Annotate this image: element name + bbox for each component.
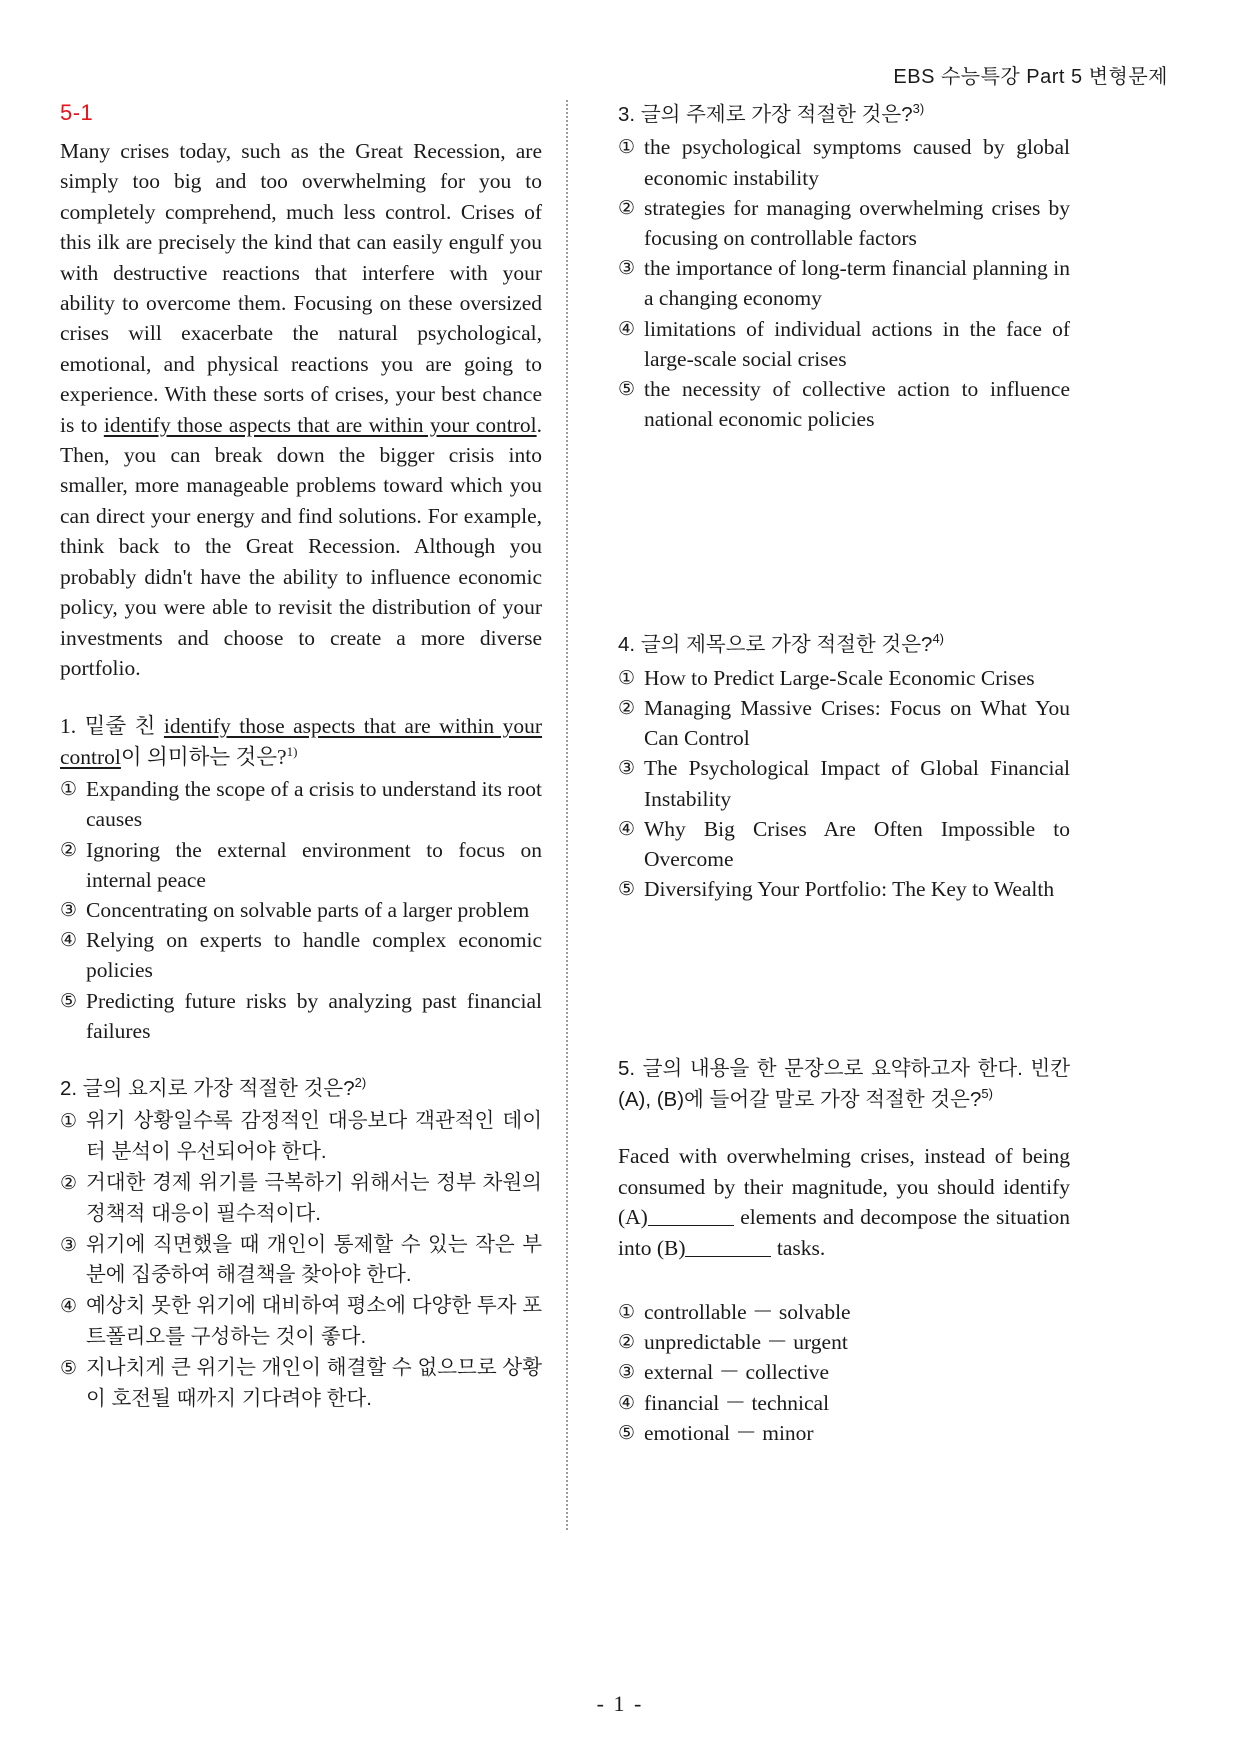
choice-text: external － collective — [644, 1360, 830, 1385]
page-number: - 1 - — [596, 1691, 644, 1716]
two-column-body — [60, 100, 1180, 1620]
page-header — [60, 60, 1180, 94]
question-4-choices — [618, 663, 1070, 905]
question-3-stem — [618, 100, 1070, 130]
reading-passage — [60, 136, 542, 683]
spacer — [618, 1263, 1070, 1297]
question-1-number: 1. — [60, 714, 77, 739]
choice-marker: ⑤ — [618, 1421, 636, 1444]
choice-marker: ④ — [618, 817, 636, 840]
passage-text-before: Many crises today, such as the Great Recession, are simply too big and too overwhelming for you to completely comprehend, much less control. Crises of this ilk are precisely the kind that can easily engulf you with destructive reactions that interfere with your ability to overcome them. Focusing on these oversized crises will exacerbate the natural psychological, emotional, and physical reactions you are going to experience. With these sorts of crises, your best chance is to — [60, 139, 542, 437]
question-3 — [618, 100, 1070, 434]
choice-text: 지나치게 큰 위기는 개인이 해결할 수 없으므로 상황이 호전될 때까지 기다려야 한다. — [86, 1355, 542, 1410]
column-divider — [566, 100, 568, 1530]
choice-marker: ② — [618, 196, 636, 219]
summary-part-3: tasks. — [771, 1235, 826, 1260]
choice-item[interactable] — [618, 1388, 1070, 1418]
question-2-choices — [60, 1106, 542, 1414]
choice-text: 위기 상황일수록 감정적인 대응보다 객관적인 데이터 분석이 우선되어야 한다. — [86, 1109, 542, 1164]
summary-part-1: Faced with overwhelming crises, instead of being consumed by their magnitude, you should identify (A) — [618, 1144, 1070, 1230]
choice-text: the psychological symptoms caused by global economic instability — [644, 135, 1070, 190]
choice-item[interactable] — [60, 1230, 542, 1292]
question-4-stem-text: 글의 제목으로 가장 적절한 것은? — [640, 633, 933, 657]
choice-item[interactable] — [60, 925, 542, 985]
choice-marker: ③ — [618, 1361, 636, 1384]
blank-a — [648, 1207, 734, 1226]
choice-text: emotional － minor — [644, 1420, 814, 1445]
summary-part-2: elements and decompose the situation into (B) — [618, 1205, 1070, 1260]
question-4-stem — [618, 630, 1070, 660]
passage-id-label: 5-1 — [60, 100, 94, 125]
choice-marker: ① — [618, 1300, 636, 1323]
question-5-stem-text: 글의 내용을 한 문장으로 요약하고자 한다. 빈칸 (A), (B)에 들어갈 말로 가장 적절한 것은? — [618, 1057, 1070, 1111]
choice-marker: ① — [60, 1110, 78, 1133]
choice-item[interactable] — [618, 374, 1070, 434]
choice-item[interactable] — [60, 1168, 542, 1230]
question-3-number: 3. — [618, 103, 636, 126]
choice-item[interactable] — [618, 1327, 1070, 1357]
question-2-stem-text: 글의 요지로 가장 적절한 것은? — [82, 1076, 355, 1100]
question-3-stem-text: 글의 주제로 가장 적절한 것은? — [640, 103, 913, 126]
choice-text: limitations of individual actions in the face of large-scale social crises — [644, 316, 1070, 371]
choice-item[interactable] — [618, 753, 1070, 813]
choice-text: 위기에 직면했을 때 개인이 통제할 수 있는 작은 부분에 집중하여 해결책을 찾아야 한다. — [86, 1232, 542, 1287]
choice-marker: ③ — [60, 898, 78, 921]
choice-item[interactable] — [618, 1418, 1070, 1448]
choice-item[interactable] — [618, 693, 1070, 753]
choice-marker: ③ — [618, 257, 636, 280]
question-1-choices — [60, 774, 542, 1046]
choice-item[interactable] — [618, 193, 1070, 253]
choice-marker: ② — [618, 697, 636, 720]
question-4-note: 4) — [932, 631, 944, 647]
choice-item[interactable] — [618, 1297, 1070, 1327]
choice-item[interactable] — [618, 663, 1070, 693]
choice-marker: ④ — [618, 1391, 636, 1414]
choice-item[interactable] — [60, 1106, 542, 1168]
choice-marker: ⑤ — [618, 378, 636, 401]
question-2 — [60, 1074, 542, 1414]
choice-item[interactable] — [618, 314, 1070, 374]
question-5-summary-box — [618, 1141, 1070, 1263]
choice-marker: ① — [618, 136, 636, 159]
choice-text: Relying on experts to handle complex economic policies — [86, 928, 542, 983]
choice-item[interactable] — [60, 1291, 542, 1353]
question-1-stem-pre: 밑줄 친 — [84, 714, 164, 739]
question-1-note: 1) — [286, 743, 298, 759]
choice-item[interactable] — [60, 895, 542, 925]
choice-item[interactable] — [60, 774, 542, 834]
question-1 — [60, 711, 542, 1046]
choice-text: Diversifying Your Portfolio: The Key to Wealth — [644, 877, 1055, 902]
question-2-number: 2. — [60, 1076, 78, 1100]
choice-marker: ③ — [618, 757, 636, 780]
choice-text: Why Big Crises Are Often Impossible to Overcome — [644, 816, 1070, 872]
choice-text: Expanding the scope of a crisis to understand its root causes — [86, 777, 542, 832]
choice-marker: ④ — [618, 317, 636, 340]
choice-marker: ③ — [60, 1233, 78, 1256]
choice-text: financial － technical — [644, 1390, 830, 1415]
choice-item[interactable] — [618, 814, 1070, 874]
choice-marker: ⑤ — [60, 1356, 78, 1379]
choice-marker: ① — [618, 666, 636, 689]
choice-item[interactable] — [618, 253, 1070, 313]
choice-marker: ① — [60, 778, 78, 801]
question-5 — [618, 1054, 1070, 1447]
question-3-note: 3) — [912, 101, 925, 117]
choice-text: How to Predict Large-Scale Economic Crises — [644, 665, 1035, 690]
question-5-number: 5. — [618, 1057, 636, 1081]
choice-text: the importance of long-term financial planning in a changing economy — [644, 256, 1070, 311]
header-title: EBS 수능특강 Part 5 변형문제 — [893, 66, 1168, 88]
page-footer — [0, 1691, 1240, 1717]
choice-item[interactable] — [60, 1353, 542, 1415]
question-5-note: 5) — [981, 1086, 993, 1102]
question-4-number: 4. — [618, 633, 636, 657]
choice-text: 거대한 경제 위기를 극복하기 위해서는 정부 차원의 정책적 대응이 필수적이다. — [86, 1170, 542, 1225]
choice-item[interactable] — [60, 986, 542, 1046]
choice-item[interactable] — [618, 1357, 1070, 1387]
choice-text: The Psychological Impact of Global Financial Instability — [644, 756, 1070, 811]
choice-item[interactable] — [60, 835, 542, 895]
choice-marker: ⑤ — [618, 878, 636, 901]
choice-text: Managing Massive Crises: Focus on What You Can Control — [644, 696, 1070, 751]
question-2-note: 2) — [354, 1075, 367, 1091]
question-5-choices — [618, 1297, 1070, 1448]
right-column — [580, 100, 1070, 1620]
choice-text: controllable － solvable — [644, 1299, 851, 1324]
blank-b — [685, 1238, 771, 1257]
spacer — [618, 904, 1070, 1054]
choice-marker: ② — [60, 1171, 78, 1194]
spacer — [618, 434, 1070, 630]
question-1-stem-post: 이 의미하는 것은? — [120, 744, 287, 769]
choice-marker: ④ — [60, 929, 78, 952]
choice-text: Predicting future risks by analyzing past financial failures — [86, 988, 542, 1043]
choice-marker: ④ — [60, 1295, 78, 1318]
choice-marker: ② — [618, 1331, 636, 1354]
passage-underlined-phrase: identify those aspects that are within your control — [103, 412, 537, 437]
choice-item[interactable] — [618, 874, 1070, 904]
question-1-stem — [60, 711, 542, 772]
choice-text: 예상치 못한 위기에 대비하여 평소에 다양한 투자 포트폴리오를 구성하는 것이 좋다. — [86, 1294, 542, 1348]
question-1-stem-underlined: identify those aspects that are within your control — [60, 714, 543, 769]
question-2-stem — [60, 1074, 542, 1104]
choice-text: strategies for managing overwhelming crises by focusing on controllable factors — [644, 195, 1070, 251]
choice-marker: ⑤ — [60, 989, 78, 1012]
choice-text: Concentrating on solvable parts of a larger problem — [86, 897, 530, 922]
choice-text: the necessity of collective action to influence national economic policies — [644, 377, 1070, 432]
question-3-choices — [618, 132, 1070, 434]
question-5-stem — [618, 1054, 1070, 1115]
choice-text: Ignoring the external environment to focus on internal peace — [86, 837, 542, 892]
choice-marker: ② — [60, 838, 78, 861]
question-4 — [618, 630, 1070, 904]
left-column — [60, 100, 550, 1620]
choice-text: unpredictable － urgent — [644, 1330, 848, 1355]
choice-item[interactable] — [618, 132, 1070, 192]
passage-text-after: . Then, you can break down the bigger crisis into smaller, more manageable problems toward which you can direct your energy and find solutions. For example, think back to the Great Recession. Although you probably didn't have the ability to influence economic policy, you were able to revisit the distribution of your investments and choose to create a more diverse portfolio. — [60, 412, 542, 680]
